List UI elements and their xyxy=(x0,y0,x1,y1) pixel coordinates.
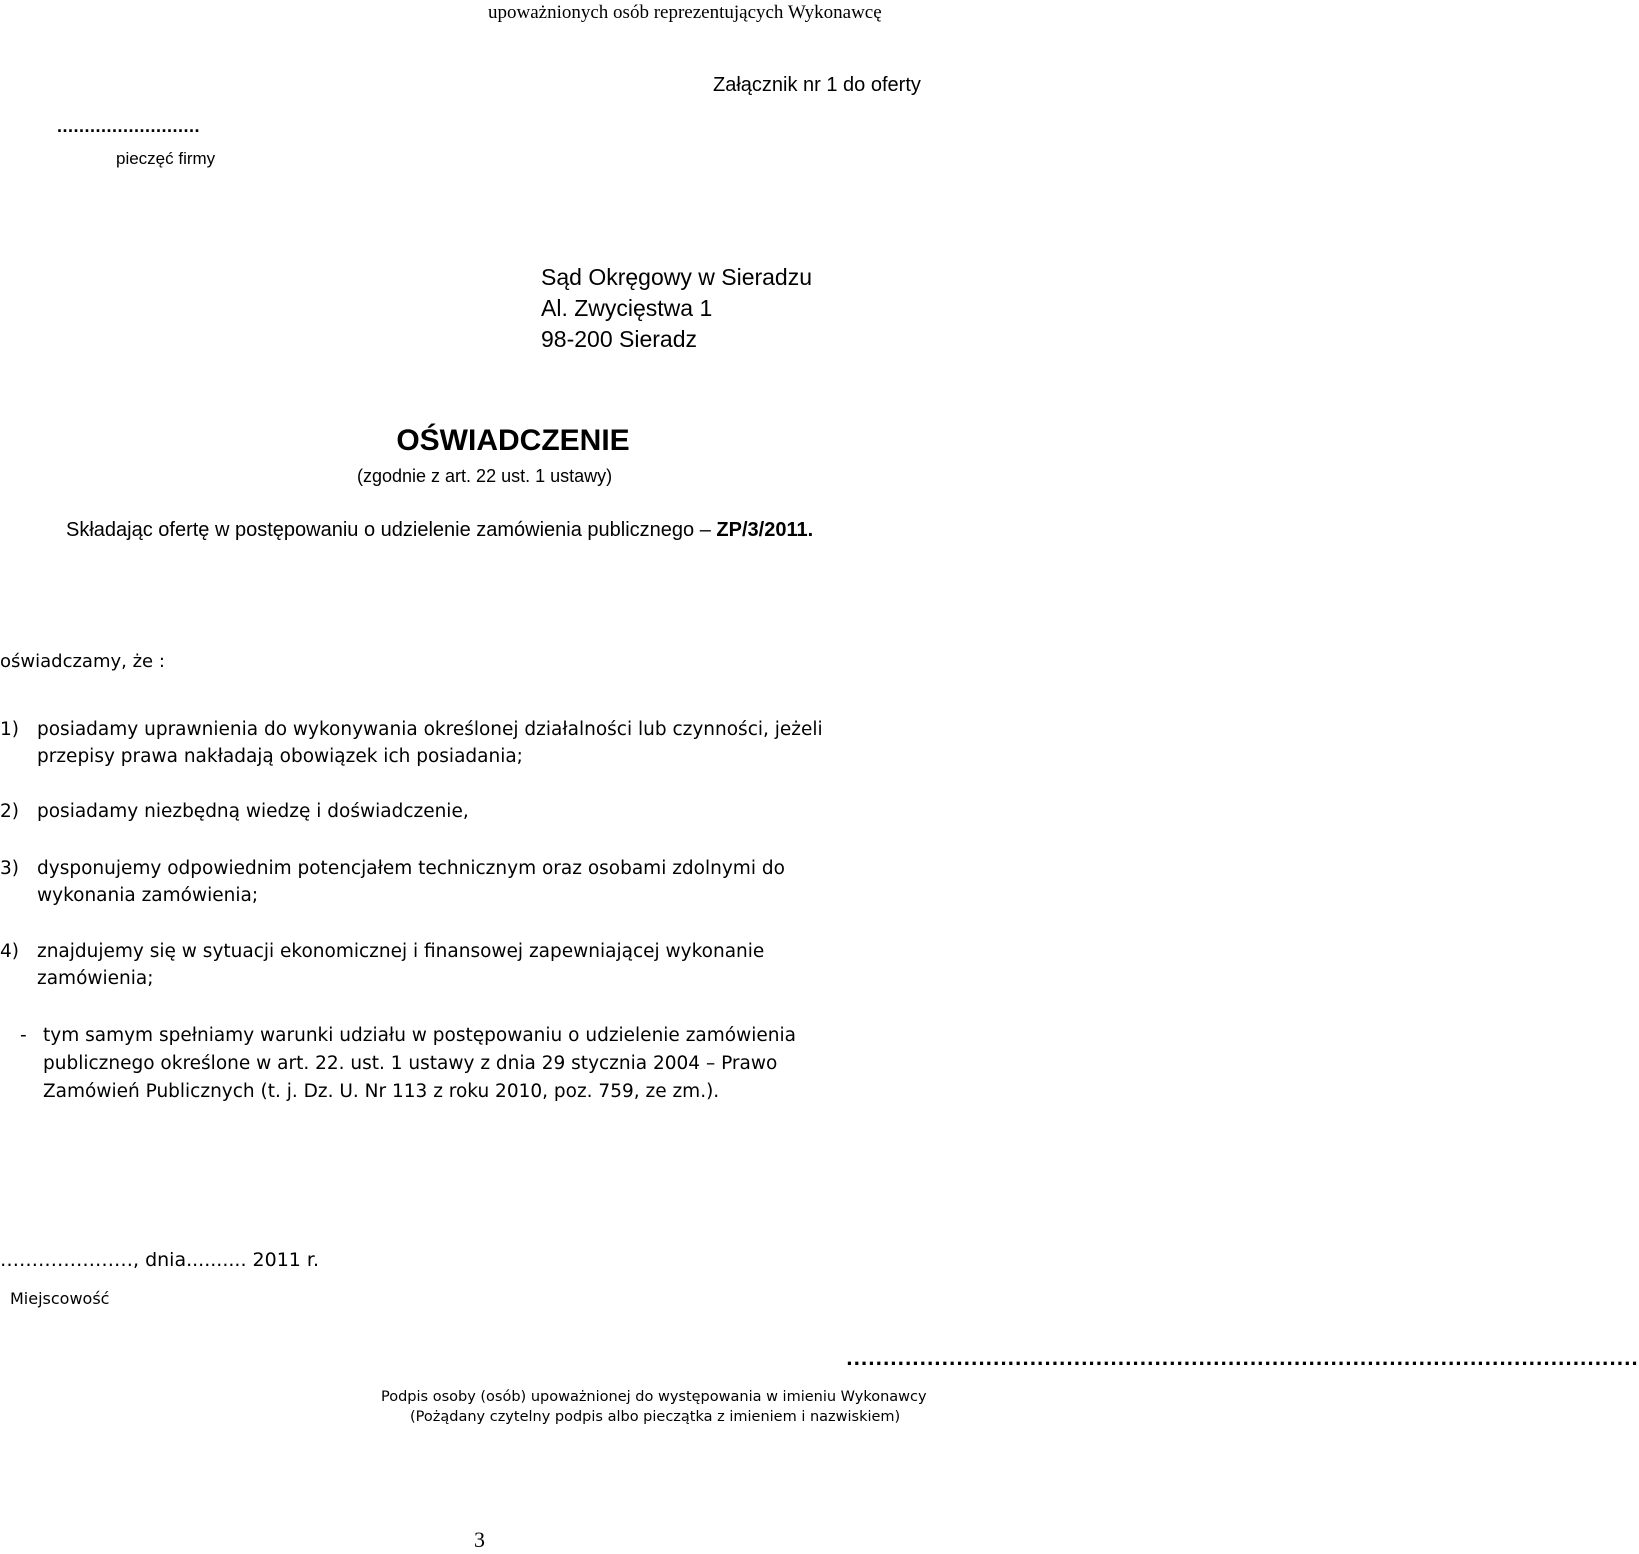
item-number: 4) xyxy=(0,941,19,962)
place-date-line: …………………, dnia.......... 2011 r. xyxy=(0,1249,320,1271)
submitting-text: Składając ofertę w postępowaniu o udzielenie zamówienia publicznego – xyxy=(66,519,717,541)
item-line: posiadamy niezbędną wiedzę i doświadczenie, xyxy=(37,801,469,822)
stamp-label: pieczęć firmy xyxy=(116,149,216,168)
conclusion-dash: - xyxy=(20,1025,27,1046)
recipient-street: Al. Zwycięstwa 1 xyxy=(541,295,713,321)
item-text xyxy=(37,938,764,992)
item-line: zamówienia; xyxy=(37,968,154,989)
recipient-city: 98-200 Sieradz xyxy=(541,326,697,352)
place-label: Miejscowość xyxy=(10,1289,110,1308)
item-line: wykonania zamówienia; xyxy=(37,885,259,906)
stamp-placeholder-dots: .......................... xyxy=(57,116,201,136)
declaration-intro: oświadczamy, że : xyxy=(0,651,165,672)
recipient-address xyxy=(541,262,812,355)
annex-label: Załącznik nr 1 do oferty xyxy=(713,74,921,96)
document-subtitle: (zgodnie z art. 22 ust. 1 ustawy) xyxy=(357,466,613,486)
item-line: znajdujemy się w sytuacji ekonomicznej i finansowej zapewniającej wykonanie xyxy=(37,941,765,962)
conclusion-text xyxy=(43,1022,796,1106)
item-text xyxy=(37,798,469,825)
item-line: posiadamy uprawnienia do wykonywania określonej działalności lub czynności, jeżeli xyxy=(37,719,823,740)
item-line: dysponujemy odpowiednim potencjałem technicznym oraz osobami zdolnymi do xyxy=(37,858,785,879)
top-header-text: upoważnionych osób reprezentujących Wykonawcę xyxy=(488,2,882,23)
item-number: 3) xyxy=(0,858,19,879)
conclusion-line: publicznego określone w art. 22. ust. 1 ustawy z dnia 29 stycznia 2004 – Prawo xyxy=(43,1053,778,1074)
signature-caption-2: (Pożądany czytelny podpis albo pieczątka z imieniem i nazwiskiem) xyxy=(410,1409,901,1425)
signature-placeholder-dots: ............................................................................................................ xyxy=(846,1349,1639,1370)
item-line: przepisy prawa nakładają obowiązek ich posiadania; xyxy=(37,746,523,767)
item-text xyxy=(37,716,823,770)
submitting-statement xyxy=(66,519,813,542)
item-number: 2) xyxy=(0,801,19,822)
document-title: OŚWIADCZENIE xyxy=(396,424,630,457)
conclusion-line: Zamówień Publicznych (t. j. Dz. U. Nr 113 z roku 2010, poz. 759, ze zm.). xyxy=(43,1081,720,1102)
page-number: 3 xyxy=(474,1527,485,1552)
recipient-name: Sąd Okręgowy w Sieradzu xyxy=(541,264,813,290)
item-number: 1) xyxy=(0,719,19,740)
conclusion-line: tym samym spełniamy warunki udziału w postępowaniu o udzielenie zamówienia xyxy=(43,1025,796,1046)
signature-caption-1: Podpis osoby (osób) upoważnionej do występowania w imieniu Wykonawcy xyxy=(381,1389,927,1405)
case-number: ZP/3/2011. xyxy=(716,519,814,541)
item-text xyxy=(37,855,785,909)
